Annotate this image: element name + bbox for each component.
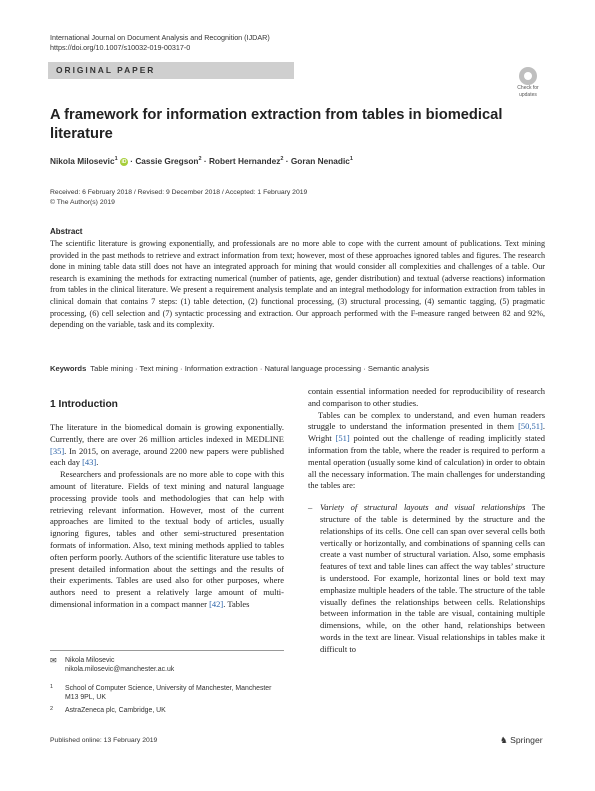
column-left (50, 422, 284, 611)
paragraph (50, 469, 284, 611)
keywords (50, 364, 550, 373)
text: Tables can be complex to understand, and even human readers struggle to understand the information presented in them (308, 409, 545, 432)
text: The literature in the biomedical domain is growing exponentially. Currently, there are over 26 million articles indexed in MEDLINE (50, 422, 284, 444)
author-separator: · (201, 156, 209, 166)
author-affiliation: 1 (349, 156, 353, 163)
paragraph (308, 410, 545, 493)
column-right (308, 386, 545, 656)
contact-email[interactable]: nikola.milosevic@manchester.ac.uk (65, 666, 175, 673)
springer-horse-icon: ♞ (500, 735, 508, 745)
citation-link[interactable]: [50,51] (518, 421, 543, 432)
author-name[interactable]: Robert Hernandez (208, 156, 281, 166)
keywords-list: Table mining · Text mining · Information extraction · Natural language processing · Semantic analysis (90, 364, 430, 373)
author-name[interactable]: Goran Nenadic (290, 156, 350, 166)
text: pointed out the challenge of reading implicitly stated information from the table, where the reader is required to perform a mental operation (usually some kind of calculation) in order to obtain all the necessary information. The main challenges for understanding the tables are: (308, 433, 545, 491)
affiliation-text: AstraZeneca plc, Cambridge, UK (65, 707, 166, 714)
abstract-heading: Abstract (50, 227, 83, 236)
list-item (308, 502, 545, 655)
author-affiliation: 1 (114, 156, 118, 163)
author-affiliation: 2 (198, 156, 202, 163)
author-affiliation: 2 (280, 156, 284, 163)
citation-link[interactable]: [42] (209, 598, 224, 609)
publisher-logo (500, 735, 543, 746)
publisher-name: Springer (510, 735, 543, 745)
footnote-number: 1 (50, 684, 54, 690)
journal-header (50, 33, 270, 52)
footnote-divider (50, 650, 284, 651)
history-dates: Received: 6 February 2018 / Revised: 9 December 2018 / Accepted: 1 February 2019 (50, 189, 308, 196)
citation-link[interactable]: [43] (82, 457, 97, 468)
check-for-updates-badge[interactable] (511, 67, 545, 97)
paper-title: A framework for information extraction from tables in biomedical literature (50, 107, 503, 142)
author-separator: · (283, 156, 291, 166)
abstract-text: The scientific literature is growing exponentially, and professionals are no more able to cope with the current amount of publications. Text mining provided in the past methods to retrieve and extract information from text; however, most of these approaches ignored tables and figures. The research done in mining table data still does not have an integrated approach for mining that would consider all complexities and challenges of a table. Our research is examining the methods for extracting numerical (number of patients, age, gender distribution) and textual (adverse reactions) information from tables in the clinical literature. We present a requirement analysis template and an integral methodology for information extraction from tables in clinical domain that contains 7 steps: (1) table detection, (2) functional processing, (3) structural processing, (4) semantic tagging, (5) pragmatic processing, (6) cell selection and (7) syntactic processing and extraction. Our approach performed with the F-measure ranged between 82 and 92%, depending on the variable, task and its complexity. (50, 239, 545, 330)
text: . In 2015, on average, around 2200 new papers were published each day (50, 445, 284, 468)
list-dash: – (308, 502, 313, 513)
author-separator: · (127, 156, 136, 166)
text: . (96, 457, 99, 468)
published-date: Published online: 13 February 2019 (50, 737, 158, 744)
keywords-label: Keywords (50, 364, 87, 373)
check-updates-icon (519, 67, 537, 85)
paragraph: contain essential information needed for reproducibility of research and comparison to other studies. (308, 386, 545, 408)
section-heading-introduction: 1 Introduction (50, 399, 118, 410)
contact-block (65, 656, 174, 674)
author-name[interactable]: Cassie Gregson (135, 156, 199, 166)
text: Researchers and professionals are no more able to cope with this amount of literature. Fields of text mining and natural language processing provide tools and methodologies that can help with retrieving relevant information. However, most of the current approaches are limited to the textual body of articles, usually ignoring figures, tables and other semi-structured presentation formats of information. Also, text mining methods applied to tables often perform poorly. Authors of the scientific literature use tables to present detailed information about the settings and the results of their experiments. Tables are used also for other purposes, where authors need to present a relatively large amount of multi-dimensional information in a compact manner (50, 469, 284, 609)
footnote-number: 2 (50, 706, 54, 712)
orcid-icon[interactable]: iD (121, 158, 127, 165)
list-item-text: The structure of the table is determined by the structure and the relationships of its cells. One cell can span over several cells both vertically or horizontally, and combinations of spanning cells can create a vast number of structural variation. Also, some emphasis features of text and table lines can affect the way tables’ structure is understood. For example, horizontal lines or bold text may emphasize multiple headers of the table. The structure of the table visually defines the relationships between cells. Relationships between information in the table are visual, containing multiple dimensions, while, on the other hand, relationships between words in the text are linear. Visual relationships in tables make it difficult to (320, 502, 545, 654)
text: . Wright (308, 421, 545, 444)
citation-link[interactable]: [51] (335, 433, 350, 444)
check-updates-label-2: updates (519, 91, 537, 98)
copyright: © The Author(s) 2019 (50, 198, 115, 206)
author-list (50, 156, 353, 166)
list-item-title: Variety of structural layouts and visual relationships (320, 502, 526, 513)
paragraph (50, 422, 284, 469)
author-name[interactable]: Nikola Milosevic (50, 156, 115, 166)
section-label: ORIGINAL PAPER (56, 65, 156, 75)
contact-name: Nikola Milosevic (65, 657, 115, 664)
text: . Tables (223, 598, 250, 609)
mail-icon: ✉ (50, 656, 57, 665)
section-label-bar (48, 62, 294, 79)
article-dates (50, 188, 307, 207)
citation-link[interactable]: [35] (50, 445, 65, 456)
check-updates-label-1: Check for (517, 85, 539, 91)
journal-name: International Journal on Document Analysis and Recognition (IJDAR) (50, 33, 270, 42)
doi-link[interactable]: https://doi.org/10.1007/s10032-019-00317-0 (50, 42, 191, 52)
affiliation-text: School of Computer Science, University of Manchester, Manchester M13 9PL, UK (65, 685, 272, 701)
